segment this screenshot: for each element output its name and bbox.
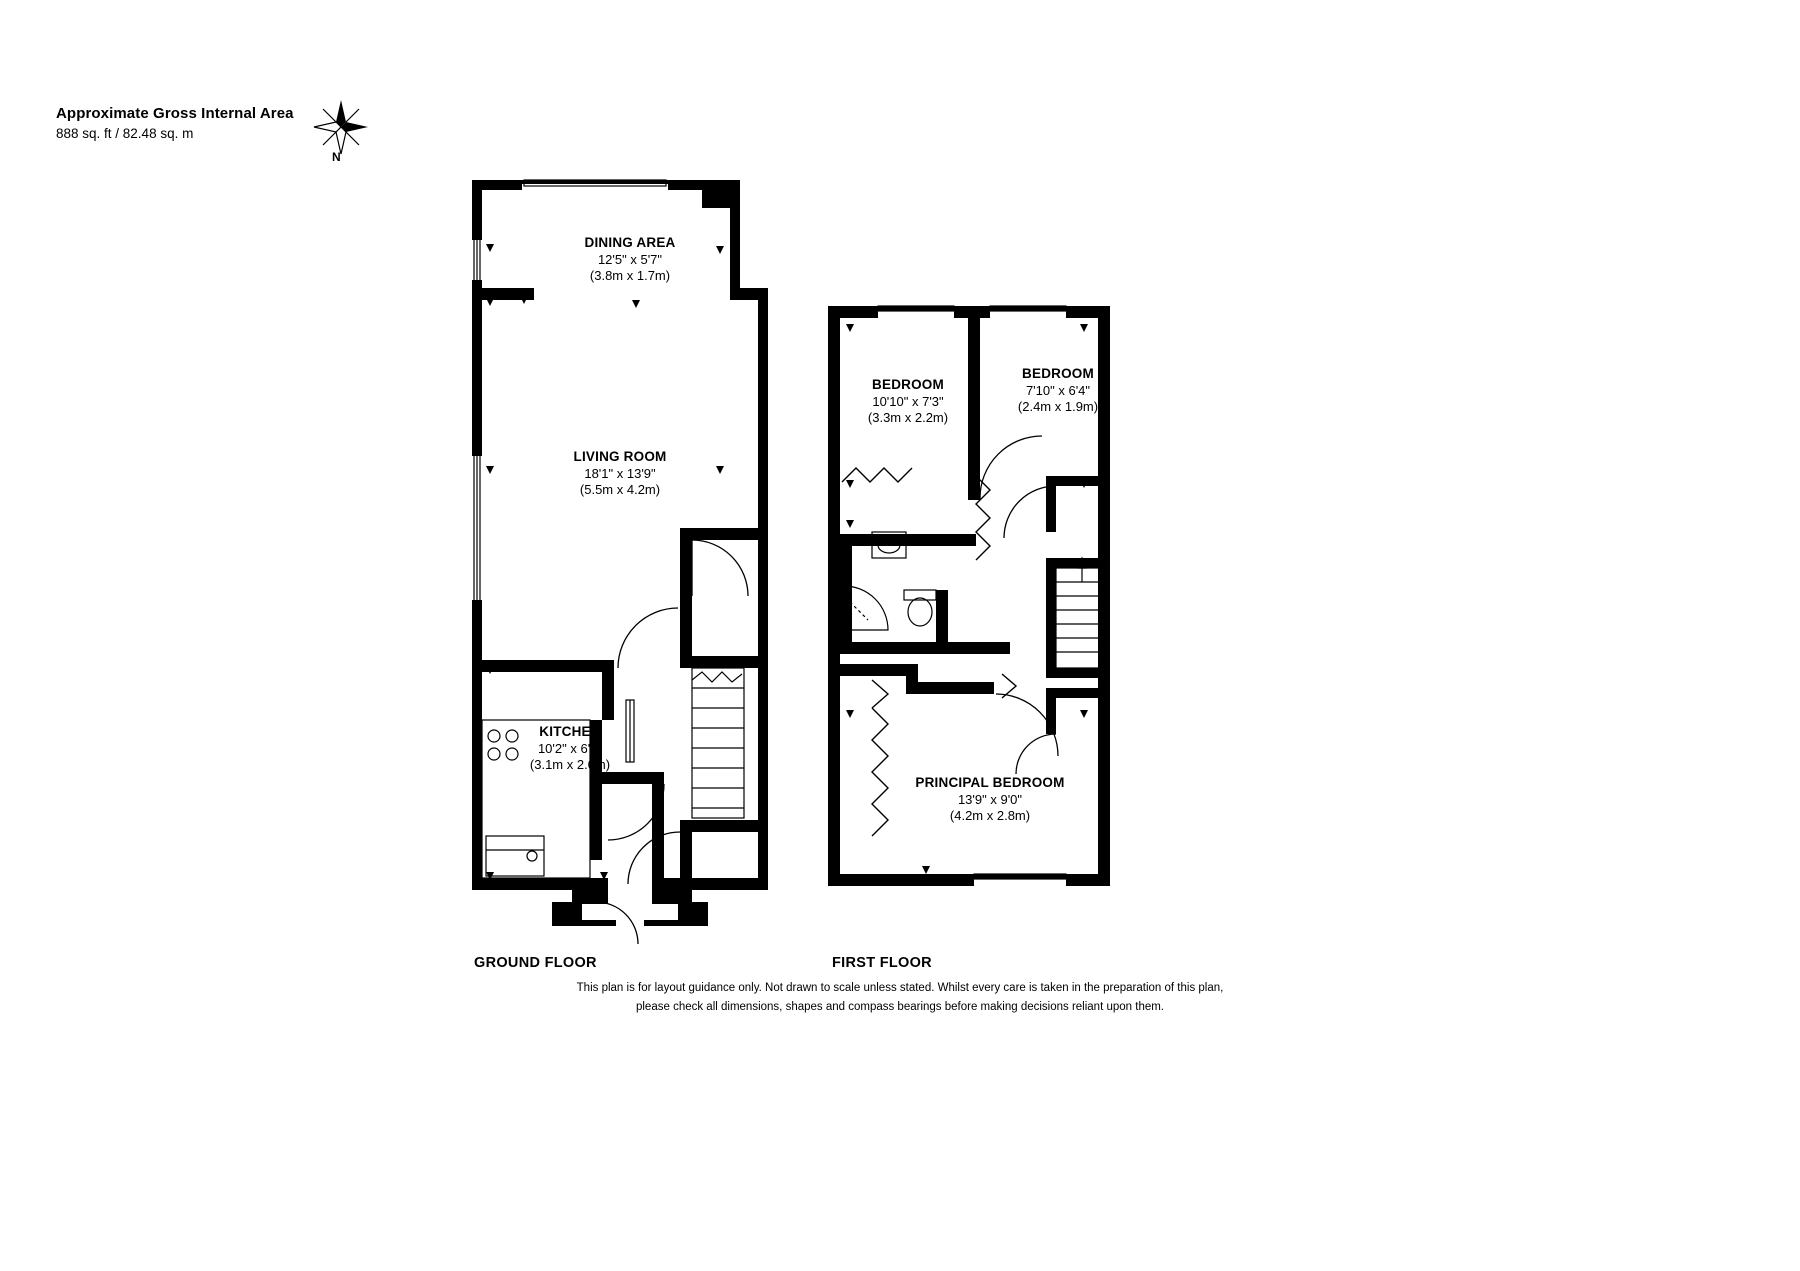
room-label-principal-bedroom [870,775,1110,823]
compass-north-label: N [332,150,341,164]
disclaimer-line-1: This plan is for layout guidance only. Not drawn to scale unless stated. Whilst every care is taken in the preparation of this plan, [576,982,1224,994]
room-name: DINING AREA [584,235,676,250]
room-dimensions-metric: (3.1m x 2.0m) [529,757,611,772]
room-dimensions-imperial: 10'2" x 6'7" [537,741,603,756]
ground-floor-label: GROUND FLOOR [474,955,597,971]
room-name: LIVING ROOM [573,449,667,464]
compass-rose-icon [310,96,372,168]
room-dimensions-imperial: 18'1" x 13'9" [584,466,656,481]
room-dimensions-metric: (3.8m x 1.7m) [589,268,671,283]
room-dimensions-metric: (4.2m x 2.8m) [949,808,1031,823]
disclaimer-line-2: please check all dimensions, shapes and compass bearings before making decisions reliant upon them. [635,1001,1165,1013]
room-name: KITCHEN [539,724,601,739]
room-dimensions-metric: (5.5m x 4.2m) [579,482,661,497]
first-floor-label: FIRST FLOOR [832,955,932,971]
gross-internal-area-value: 888 sq. ft / 82.48 sq. m [56,126,194,141]
room-label-living [490,449,750,497]
room-dimensions-imperial: 13'9" x 9'0" [957,792,1023,807]
room-label-dining [500,235,760,283]
room-dimensions-metric: (2.4m x 1.9m) [1017,399,1099,414]
room-dimensions-imperial: 7'10" x 6'4" [1025,383,1091,398]
room-name: BEDROOM [1022,366,1094,381]
room-label-bedroom3 [968,366,1148,414]
room-dimensions-imperial: 10'10" x 7'3" [872,394,944,409]
room-name: BEDROOM [872,377,944,392]
page-title: Approximate Gross Internal Area [56,105,294,122]
room-name: PRINCIPAL BEDROOM [915,775,1065,790]
room-label-kitchen [470,724,670,772]
room-dimensions-metric: (3.3m x 2.2m) [867,410,949,425]
room-dimensions-imperial: 12'5" x 5'7" [597,252,663,267]
